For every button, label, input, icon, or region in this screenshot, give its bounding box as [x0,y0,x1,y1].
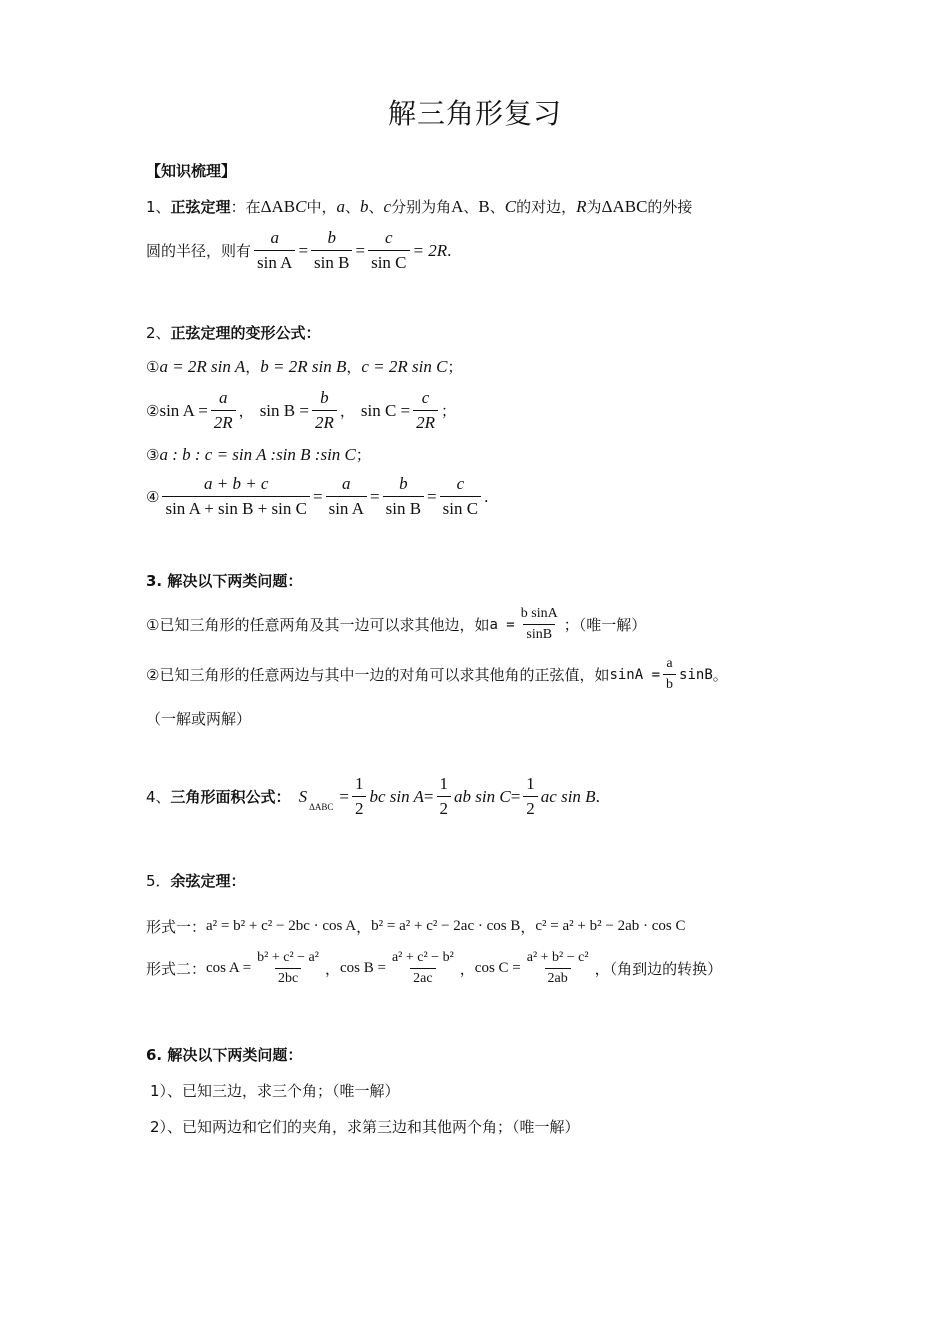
sep: ， [245,358,261,376]
frac-den: sin C [368,250,409,273]
fraction [524,950,592,987]
circled-2: ② [146,401,160,420]
frac-den: 2 [352,796,367,819]
frac-den: b [663,674,676,693]
s2-row-4 [146,474,488,519]
frac-den: 2bc [275,968,301,987]
s2-heading-line [146,322,321,343]
formula: b = 2R sin B [260,356,347,376]
s1-text-a: ：在 [230,198,261,216]
equals: = [298,240,309,260]
sep: ， [520,918,536,936]
frac-den: 2ac [410,968,435,987]
term: ac sin B [540,786,596,806]
fraction [254,228,295,273]
s5-heading: 余弦定理： [170,872,246,890]
sep: ， [346,358,362,376]
frac-num: a [218,388,228,407]
s4-num: 4、 [146,788,171,806]
formula: b² = a² + c² − 2ac · cos B [371,918,521,934]
formula: a = 2R sin A [159,356,246,376]
formula-lhs: sin B = [259,400,309,420]
formula-lhs: sinA = [609,666,661,683]
equals: = [355,240,366,260]
s1-R: R [576,196,587,216]
s1-B: B [478,196,490,216]
sine-law-line-2 [146,228,451,273]
fraction [440,474,481,519]
frac-den: sin A [254,250,295,273]
s1-end: . [447,240,452,260]
frac-den: 2R [211,410,236,433]
formula-lhs: sin C = [360,400,411,420]
s5-num: 5． [146,872,171,890]
frac-num: b sinA [520,606,558,621]
frac-num: a [666,656,673,671]
s1-text-c: 分别为角 [391,198,452,216]
s1-triangle: ΔAB [260,196,296,216]
period: . [595,786,600,806]
s2-row-2 [146,388,456,433]
s2-num: 2、 [146,324,171,342]
circled-3: ③ [146,445,160,464]
frac-den: sin B [311,250,352,273]
frac-num: a + b + c [203,474,269,493]
frac-num: b [399,474,408,493]
s6-item-2: 2）、已知两边和它们的夹角，求第三边和其他两个角；（唯一解） [150,1118,580,1136]
fraction [352,774,367,819]
area-symbol: S [298,786,308,806]
s4-line [146,774,600,819]
section-header: 【知识梳理】 [146,162,237,180]
sep: ； [355,446,371,464]
s3-item-2 [146,656,728,693]
formula-rhs: sinB [679,666,713,683]
s5-form-1 [146,916,685,937]
s3-item-2-text: ②已知三角形的任意两边与其中一边的对角可以求其他角的正弦值，如 [146,666,610,684]
s1-text-f: 的外接 [647,198,693,216]
s1-a: a [336,196,345,216]
term: bc sin A [369,786,424,806]
circled-1: ① [146,357,160,376]
fraction [663,656,676,693]
frac-num: a² + c² − b² [391,950,454,965]
circled-4: ④ [146,487,160,506]
frac-num: 1 [526,774,535,793]
equals: = [339,786,349,806]
s3-note: （一解或两解） [146,710,252,728]
formula: a² = b² + c² − 2bc · cos A [206,918,357,934]
s1-text-b: 中， [306,198,337,216]
s1-sep4: 、 [489,198,505,216]
s2-row-1 [146,356,462,377]
formula: c² = a² + b² − 2ab · cos C [535,918,686,934]
frac-num: a² + b² − c² [526,950,589,965]
s3-item-2-end: 。 [712,666,728,684]
sep: ， [339,402,355,420]
period: . [484,486,489,506]
frac-den: 2ab [545,968,571,987]
s1-triangle-2: ΔABC [601,196,648,216]
frac-num: 1 [439,774,449,793]
fraction [311,228,352,273]
form-2-note: ，（角到边的转换） [594,960,723,978]
frac-num: 1 [354,774,364,793]
form-label: 形式一： [146,918,207,936]
fraction [162,474,310,519]
frac-den: sin A [326,496,367,519]
equals: = [312,486,323,506]
frac-num: c [421,388,430,407]
equals: = [427,486,437,506]
s3-item-1 [146,606,646,643]
form-label: 形式二： [146,960,207,978]
formula-lhs: cos B = [339,960,386,976]
frac-den: sin B [383,496,424,519]
s1-text-e: 为 [586,198,602,216]
equals: = [423,786,434,806]
sep: ， [324,960,340,978]
sine-law-line-1 [146,196,692,217]
frac-den: 2R [312,410,337,433]
frac-num: a [270,228,279,247]
s2-heading: 正弦定理的变形公式： [170,324,321,342]
sep: ， [356,918,372,936]
s1-heading: 正弦定理 [170,198,231,216]
frac-num: b [327,228,337,247]
s4-heading: 三角形面积公式： [170,788,291,806]
fraction [326,474,367,519]
s1-triangle-c: C [295,196,307,216]
frac-den: sinB [523,624,555,643]
s1-b: b [360,196,369,216]
area-subscript: ΔABC [309,801,334,812]
s5-heading-line [146,870,246,891]
s1-sep3: 、 [463,198,479,216]
s6-item-1: 1）、已知三边，求三个角；（唯一解） [150,1082,400,1100]
fraction [312,388,337,433]
fraction [211,388,236,433]
term: ab sin C [454,786,511,806]
fraction [389,950,457,987]
s1-A: A [451,196,464,216]
frac-den: sin C [440,496,481,519]
frac-num: c [385,228,393,247]
sep: ， [459,960,475,978]
frac-den: sin A + sin B + sin C [162,496,310,519]
sep: ； [441,402,457,420]
fraction [437,774,452,819]
frac-den: 2 [523,796,538,819]
frac-den: 2R [413,410,438,433]
s1-rhs: = 2R [412,240,448,260]
frac-den: 2 [437,796,452,819]
s1-sep1: 、 [345,198,361,216]
formula-lhs: a = [489,616,515,633]
s1-c: c [383,196,392,216]
s1-text-d: 的对边， [516,198,577,216]
s1-num: 1、 [146,198,171,216]
s1-C: C [504,196,517,216]
fraction [383,474,424,519]
s3-item-1-end: ；（唯一解） [563,616,647,634]
frac-num: b² + c² − a² [257,950,319,965]
formula-lhs: sin A = [159,400,208,420]
s3-heading: 3. 解决以下两类问题： [146,572,303,590]
formula: a : b : c = sin A :sin B :sin C [159,444,356,464]
equals: = [510,786,521,806]
s5-form-2 [146,950,722,987]
formula: c = 2R sin C [361,356,448,376]
sep: ； [447,358,463,376]
frac-num: b [320,388,329,407]
fraction [368,228,409,273]
fraction [254,950,322,987]
frac-num: a [342,474,351,493]
formula-lhs: cos A = [206,960,252,976]
sep: ， [238,402,254,420]
fraction [523,774,538,819]
s1-text-g: 圆的半径，则有 [146,242,252,260]
s6-heading: 6. 解决以下两类问题： [146,1046,303,1064]
page-title: 解三角形复习 [387,97,562,130]
s2-row-3 [146,444,371,465]
formula-lhs: cos C = [474,960,521,976]
fraction [518,606,561,643]
s3-item-1-text: ①已知三角形的任意两角及其一边可以求其他边，如 [146,616,490,634]
equals: = [370,486,380,506]
s1-sep2: 、 [368,198,384,216]
fraction [413,388,438,433]
frac-num: c [456,474,465,493]
